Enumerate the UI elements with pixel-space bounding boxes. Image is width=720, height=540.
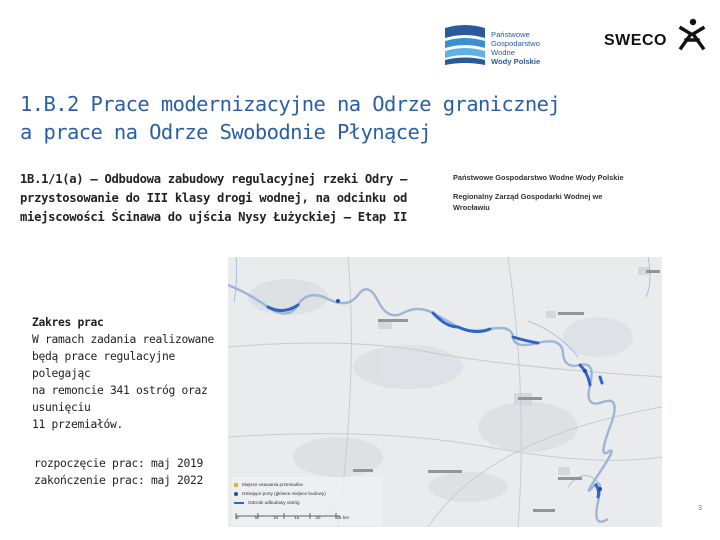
legend-label: Odcinki odbudowy ostróg: [248, 500, 300, 505]
wody-polskie-logo: [443, 24, 558, 66]
org-office-line: Wrocławiu: [453, 203, 490, 212]
task-subtitle: [20, 170, 440, 227]
legend-row: [234, 480, 404, 489]
scope-of-work: [32, 314, 228, 433]
logo-line: Wody Polskie: [491, 57, 541, 66]
title-line: a prace na Odrze Swobodnie Płynącej: [20, 120, 431, 144]
dredging-marker-icon: [234, 483, 238, 487]
end-date: zakończenie prac: maj 2022: [34, 474, 204, 487]
scope-line: będą prace regulacyjne polegając: [32, 350, 176, 380]
logo-line: Gospodarstwo Wodne: [491, 39, 540, 57]
sweco-logo: SWECO: [604, 32, 667, 49]
title-line: 1.B.2 Prace modernizacyjne na Odrze granicznej: [20, 92, 561, 116]
org-office-line: Regionalny Zarząd Gospodarki Wodnej we: [453, 192, 603, 201]
wody-polskie-waves-icon: [443, 24, 487, 66]
scope-line: W ramach zadania realizowane: [32, 333, 215, 346]
subtitle-line: 1B.1/1(a) – Odbudowa zabudowy regulacyjnej rzeki Odry –: [20, 172, 408, 186]
map-legend: [234, 480, 404, 520]
legend-label: Istniejące porty (główne miejsce budowy): [242, 491, 326, 496]
port-marker-icon: [234, 492, 238, 496]
subtitle-line: przystosowanie do III klasy drogi wodnej, na odcinku od: [20, 191, 408, 205]
page-title: [20, 90, 710, 146]
scale-label: 25 km: [336, 515, 350, 520]
page-number: 3: [698, 505, 702, 512]
scope-line: 11 przemiałów.: [32, 418, 124, 431]
logo-line: Państwowe: [491, 30, 530, 39]
groyne-reach-line-icon: [234, 502, 244, 504]
scope-heading: Zakres prac: [32, 316, 104, 329]
scale-label: 15: [294, 515, 300, 520]
org-office: [453, 191, 673, 213]
scope-line: na remoncie 341 ostróg oraz: [32, 384, 208, 397]
legend-row: [234, 489, 404, 498]
schedule: [34, 455, 224, 489]
subtitle-line: miejscowości Ścinawa do ujścia Nysy Łużyckiej – Etap II: [20, 210, 408, 224]
legend-label: Miejsce usuwania przemiałów: [242, 482, 303, 487]
scale-label: 20: [315, 515, 321, 520]
start-date: rozpoczęcie prac: maj 2019: [34, 457, 204, 470]
scale-label: 10: [273, 515, 279, 520]
scale-label: 5: [254, 515, 258, 520]
scale-labels: [236, 515, 404, 520]
sweco-figure-icon: [677, 18, 707, 52]
org-name: Państwowe Gospodarstwo Wodne Wody Polskie: [453, 173, 624, 182]
scope-line: usunięciu: [32, 401, 91, 414]
wody-polskie-wordmark: [491, 30, 558, 66]
scale-label: 0: [236, 515, 239, 520]
legend-row: [234, 498, 404, 507]
